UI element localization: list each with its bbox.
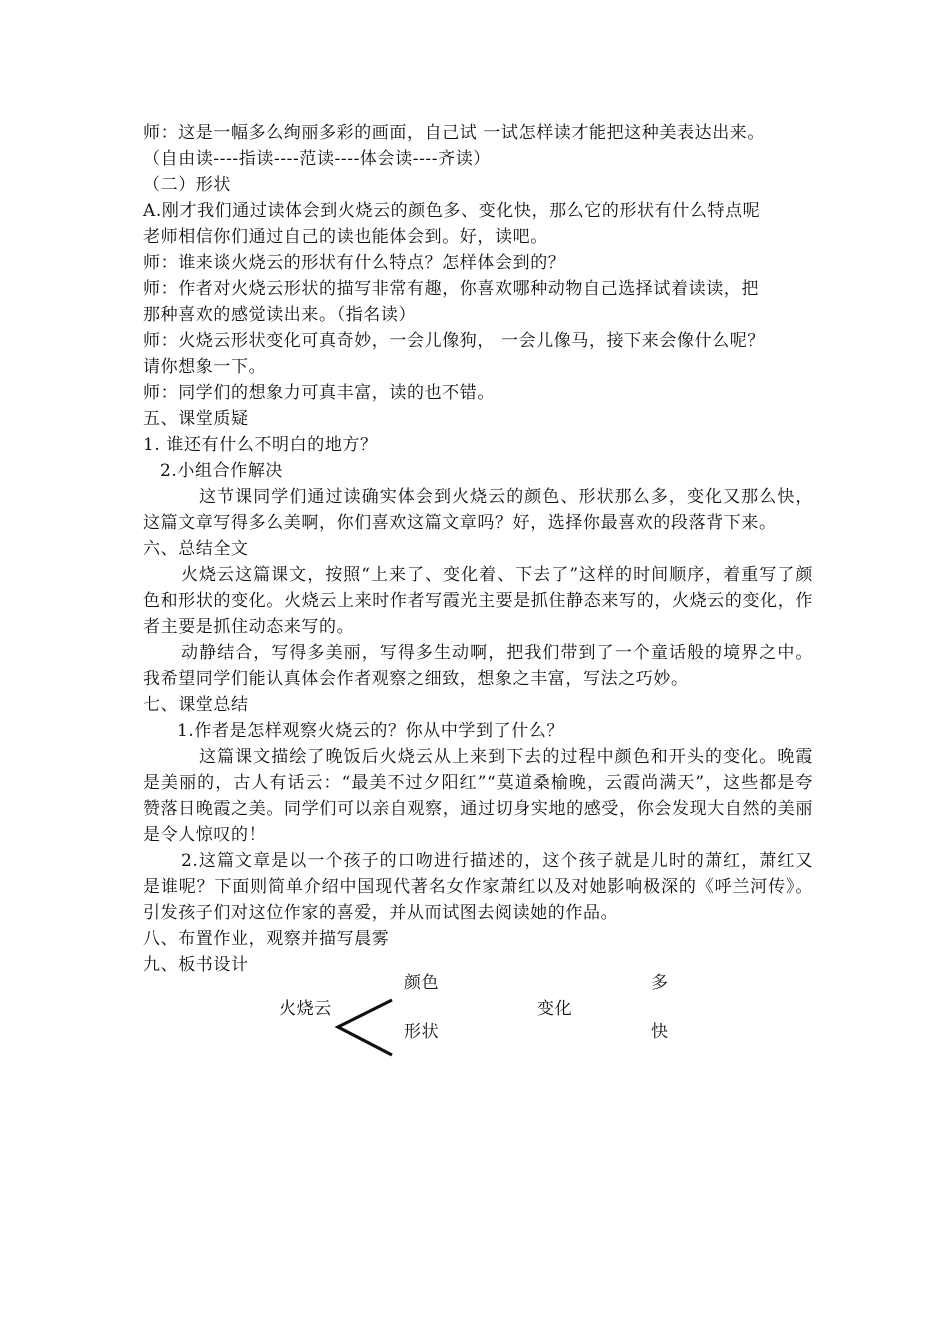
section-heading: 七、课堂总结 [143,695,249,715]
board-bottom-item: 形状 [404,1022,440,1042]
lesson-text [143,120,813,978]
section-heading: 九、板书设计 [143,955,249,975]
paragraph-text: 这节课同学们通过读确实体会到火烧云的颜色、形状那么多，变化又那么快，这篇文章写得多么美啊，你们喜欢这篇文章吗？好，选择你最喜欢的段落背下来。 [143,487,813,533]
paragraph [143,848,813,926]
text-line: （自由读----指读----范读----体会读----齐读） [143,149,491,169]
section-heading: 六、总结全文 [143,539,249,559]
paragraph [143,484,813,536]
paragraph [143,640,813,692]
paragraph-text: 动静结合，写得多美丽，写得多生动啊，把我们带到了一个童话般的境界之中。我希望同学们能认真体会作者观察之细致，想象之丰富，写法之巧妙。 [143,643,813,689]
text-line: 师：同学们的想象力可真丰富，读的也不错。 [143,383,495,403]
section-heading: 五、课堂质疑 [143,409,249,429]
board-bottom-result: 快 [651,1022,669,1042]
list-item: 1. 谁还有什么不明白的地方？ [143,435,378,455]
section-heading: 八、布置作业，观察并描写晨雾 [143,929,390,949]
text-line: 师：谁来谈火烧云的形状有什么特点？怎样体会到的？ [143,253,566,273]
section-heading: （二）形状 [143,175,231,195]
text-line: 师：作者对火烧云形状的描写非常有趣，你喜欢哪种动物自己选择试着读读，把 [143,279,759,299]
paragraph [143,744,813,848]
text-line: 师：这是一幅多么绚丽多彩的画面，自己试 一试怎样读才能把这种美表达出来。 [143,123,766,143]
board-subject: 火烧云 [279,999,332,1019]
board-middle: 变化 [537,999,573,1019]
list-item: 2.小组合作解决 [160,461,284,481]
branch-arrow-icon [330,996,400,1060]
board-top-item: 颜色 [404,973,440,993]
text-line: 那种喜欢的感觉读出来。（指名读） [143,305,417,325]
paragraph-text: 这篇课文描绘了晚饭后火烧云从上来到下去的过程中颜色和开头的变化。晚霞是美丽的，古人有话云：“最美不过夕阳红”“莫道桑榆晚，云霞尚满天”，这些都是夸赞落日晚霞之美。同学们可以亲自观察，通过切身实地的感受，你会发现大自然的美丽是令人惊叹的！ [143,747,813,845]
paragraph [143,562,813,640]
paragraph-text: 火烧云这篇课文，按照“上来了、变化着、下去了”这样的时间顺序，着重写了颜色和形状的变化。火烧云上来时作者写霞光主要是抓住静态来写的，火烧云的变化，作者主要是抓住动态来写的。 [143,565,813,637]
text-line: 老师相信你们通过自己的读也能体会到。好，读吧。 [143,227,548,247]
paragraph-text: 2.这篇文章是以一个孩子的口吻进行描述的，这个孩子就是儿时的萧红，萧红又是谁呢？下面则简单介绍中国现代著名女作家萧红以及对她影响极深的《呼兰河传》。引发孩子们对这位作家的喜爱，并从而试图去阅读她的作品。 [143,851,813,923]
text-line: 请你想象一下。 [143,357,267,377]
text-line: A.刚才我们通过读体会到火烧云的颜色多、变化快，那么它的形状有什么特点呢 [143,201,761,221]
board-top-result: 多 [651,973,669,993]
text-line: 师：火烧云形状变化可真奇妙，一会儿像狗， 一会儿像马，接下来会像什么呢？ [143,331,766,351]
list-item: 1.作者是怎样观察火烧云的？你从中学到了什么？ [177,721,565,741]
